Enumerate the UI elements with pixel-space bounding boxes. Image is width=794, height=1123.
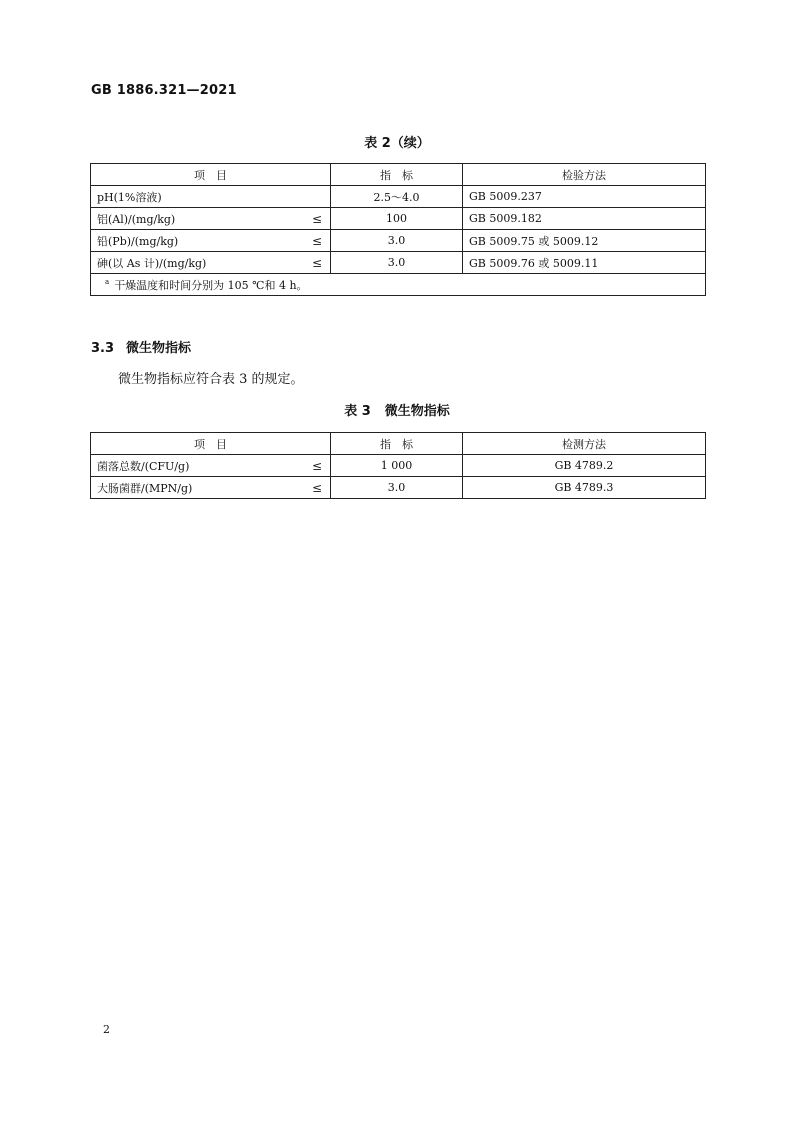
footnote-text: 干燥温度和时间分别为 105 ℃和 4 h。 [114, 278, 308, 292]
table2 [90, 163, 706, 296]
row-value: 1 000 [331, 455, 463, 477]
item-label: pH(1%溶液) [97, 190, 162, 204]
section-number: 3.3 [91, 341, 115, 356]
le-symbol: ≤ [311, 234, 322, 248]
table3 [90, 432, 706, 499]
header-method: 检验方法 [463, 164, 706, 186]
table2-footnote-row [91, 274, 706, 296]
row-value: 100 [331, 208, 463, 230]
row-method: GB 4789.2 [463, 455, 706, 477]
item-label: 铅(Pb)/(mg/kg) [97, 234, 179, 248]
header-index: 指 标 [331, 433, 463, 455]
table2-caption: 表 2（续） [364, 136, 430, 151]
table-row [91, 208, 706, 230]
table2-header-row [91, 164, 706, 186]
row-item [91, 252, 331, 274]
header-index: 指 标 [331, 164, 463, 186]
item-label: 大肠菌群/(MPN/g) [97, 481, 193, 495]
table-row [91, 252, 706, 274]
section-title: 微生物指标 [126, 341, 192, 356]
le-symbol: ≤ [311, 256, 322, 270]
row-item [91, 208, 331, 230]
row-method: GB 5009.182 [463, 208, 706, 230]
row-item [91, 455, 331, 477]
standard-code: GB 1886.321—2021 [91, 83, 237, 98]
row-item [91, 477, 331, 499]
table-row [91, 477, 706, 499]
header-item: 项 目 [91, 433, 331, 455]
table-row [91, 186, 706, 208]
body-paragraph: 微生物指标应符合表 3 的规定。 [118, 372, 304, 387]
footnote-mark: a [105, 277, 110, 286]
row-method: GB 5009.237 [463, 186, 706, 208]
table3-caption [0, 400, 794, 419]
table3-header-row [91, 433, 706, 455]
section-heading [91, 337, 191, 356]
le-symbol: ≤ [311, 212, 322, 226]
row-item [91, 186, 331, 208]
header-method: 检测方法 [463, 433, 706, 455]
item-label: 铝(Al)/(mg/kg) [97, 212, 176, 226]
row-item [91, 230, 331, 252]
le-symbol: ≤ [311, 459, 322, 473]
row-method: GB 4789.3 [463, 477, 706, 499]
table-row [91, 455, 706, 477]
row-value: 3.0 [331, 252, 463, 274]
le-symbol: ≤ [311, 481, 322, 495]
table3-caption-number: 表 3 [344, 404, 371, 419]
item-label: 砷(以 As 计)/(mg/kg) [97, 256, 207, 270]
item-label: 菌落总数/(CFU/g) [97, 459, 190, 473]
row-value: 3.0 [331, 230, 463, 252]
row-value: 2.5～4.0 [331, 186, 463, 208]
row-method: GB 5009.75 或 5009.12 [463, 230, 706, 252]
header-item: 项 目 [91, 164, 331, 186]
table3-caption-title: 微生物指标 [384, 404, 450, 419]
table-row [91, 230, 706, 252]
row-method: GB 5009.76 或 5009.11 [463, 252, 706, 274]
row-value: 3.0 [331, 477, 463, 499]
page-number: 2 [103, 1023, 110, 1036]
table2-footnote [91, 274, 706, 296]
